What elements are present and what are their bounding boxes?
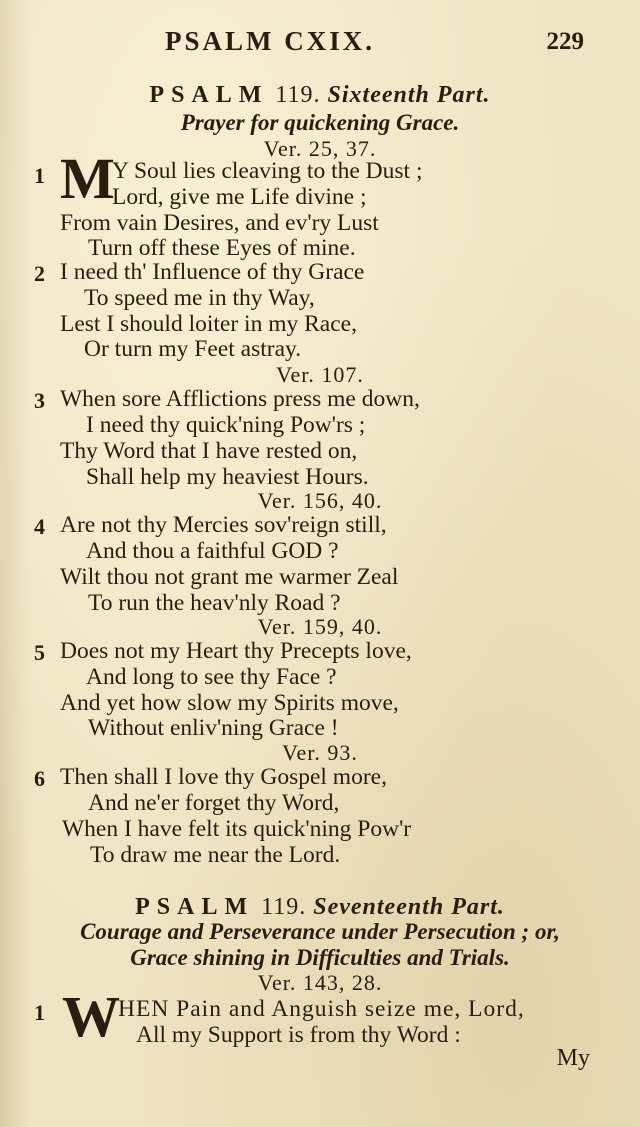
verse-line: When sore Afflictions press me down, [60, 386, 420, 412]
verse-line: Wilt thou not grant me warmer Zeal [60, 564, 399, 590]
stanza-number: 5 [34, 640, 45, 665]
verse-line: Or turn my Feet astray. [84, 336, 302, 362]
verse-line: HEN Pain and Anguish seize me, Lord, [118, 996, 525, 1022]
part17-heading: PSALM 119. Seventeenth Part. [135, 894, 505, 920]
part16-heading: PSALM 119. Sixteenth Part. [149, 82, 491, 108]
verse-line: And thou a faithful GOD ? [86, 538, 339, 564]
verse-reference: Ver. 93. [282, 740, 358, 765]
verse-line: To speed me in thy Way, [84, 285, 315, 311]
drop-cap: M [60, 146, 115, 211]
verse-line: Lest I should loiter in my Race, [60, 311, 357, 337]
part17-subtitle: Courage and Perseverance under Persecution ; or, [80, 919, 560, 944]
verse-reference: Ver. 25, 37. [263, 136, 377, 161]
verse-line: All my Support is from thy Word : [136, 1022, 461, 1048]
catchword: My [556, 1045, 590, 1071]
drop-cap: W [62, 984, 120, 1049]
verse-line: Does not my Heart thy Precepts love, [60, 638, 412, 664]
verse-line: Turn off these Eyes of mine. [88, 235, 356, 261]
verse-line: And long to see thy Face ? [86, 664, 337, 690]
stanza-number: 1 [34, 163, 45, 188]
verse-line: Shall help my heaviest Hours. [86, 464, 369, 490]
stanza-number: 3 [34, 388, 45, 413]
page-number: 229 [546, 28, 584, 55]
verse-line: And yet how slow my Spirits move, [60, 690, 399, 716]
part17-subtitle: Grace shining in Difficulties and Trials. [130, 945, 510, 970]
part16-subtitle: Prayer for quickening Grace. [180, 110, 460, 135]
verse-line: And ne'er forget thy Word, [88, 790, 340, 816]
verse-line: Lord, give me Life divine ; [112, 184, 367, 210]
verse-line: Without enliv'ning Grace ! [88, 715, 339, 741]
verse-line: To run the heav'nly Road ? [88, 590, 341, 616]
running-head [0, 26, 640, 62]
verse-line: I need th' Influence of thy Grace [60, 259, 365, 285]
verse-line: Y Soul lies cleaving to the Dust ; [112, 158, 423, 184]
verse-line: I need thy quick'ning Pow'rs ; [86, 412, 366, 438]
stanza-number: 2 [34, 261, 45, 286]
verse-reference: Ver. 156, 40. [257, 488, 383, 513]
stanza-number: 6 [34, 766, 45, 791]
verse-line: Thy Word that I have rested on, [60, 438, 358, 464]
verse-line: When I have felt its quick'ning Pow'r [62, 816, 412, 842]
verse-reference: Ver. 159, 40. [257, 614, 383, 639]
verse-line: To draw me near the Lord. [90, 842, 341, 868]
verse-reference: Ver. 143, 28. [257, 970, 383, 995]
stanza-number: 4 [34, 514, 45, 539]
running-title: PSALM CXIX. [165, 26, 376, 56]
verse-line: Are not thy Mercies sov'reign still, [60, 512, 387, 538]
stanza-number: 1 [34, 1000, 45, 1025]
verse-line: Then shall I love thy Gospel more, [60, 764, 387, 790]
verse-line: From vain Desires, and ev'ry Lust [60, 210, 379, 236]
verse-reference: Ver. 107. [276, 362, 364, 387]
